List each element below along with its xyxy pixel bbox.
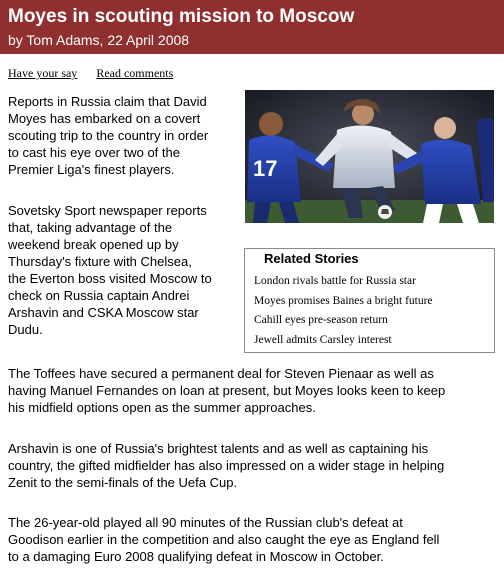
article-paragraph-3	[8, 365, 445, 416]
paragraph-line: to cast his eye over two of the	[8, 145, 180, 160]
paragraph-line: Goodison earlier in the competition and also caught the eye as England fell	[8, 532, 440, 547]
related-story-link[interactable]: Moyes promises Baines a bright future	[254, 294, 433, 307]
paragraph-line: Arshavin is one of Russia's brightest talents and as well as captaining his	[8, 441, 429, 456]
article-paragraph-4	[8, 440, 444, 491]
article-paragraph-5	[8, 514, 439, 565]
paragraph-line: country, the gifted midfielder has also impressed on a wider stage in helping	[8, 458, 445, 473]
paragraph-line: having Manuel Fernandes on loan at present, but Moyes looks keen to keep	[8, 383, 446, 398]
paragraph-line: The 26-year-old played all 90 minutes of the Russian club's defeat at	[8, 515, 403, 530]
paragraph-line: the Everton boss visited Moscow to	[8, 271, 212, 286]
related-stories-box	[244, 248, 495, 353]
paragraph-line: Thursday's fixture with Chelsea,	[8, 254, 192, 269]
article-tools	[8, 66, 189, 81]
paragraph-line: Moyes has embarked on a covert	[8, 111, 201, 126]
paragraph-line: The Toffees have secured a permanent deal for Steven Pienaar as well as	[8, 366, 434, 381]
paragraph-line: Premier Liga's finest players.	[8, 162, 175, 177]
related-story-link[interactable]: Jewell admits Carsley interest	[254, 333, 392, 346]
paragraph-line: scouting trip to the country in order	[8, 128, 209, 143]
paragraph-line: Sovetsky Sport newspaper reports	[8, 203, 207, 218]
paragraph-line: check on Russia captain Andrei	[8, 288, 190, 303]
paragraph-line: Dudu.	[8, 322, 43, 337]
article-header	[0, 0, 504, 54]
related-story-link[interactable]: London rivals battle for Russia star	[254, 275, 416, 287]
paragraph-line: that, taking advantage of the	[8, 220, 173, 235]
photo-player-number: 17	[253, 156, 278, 181]
paragraph-line: Reports in Russia claim that David	[8, 94, 207, 109]
article-paragraph-1	[8, 93, 208, 178]
paragraph-line: Zenit to the semi-finals of the Uefa Cup.	[8, 475, 238, 490]
paragraph-line: his midfield options open as the summer approaches.	[8, 400, 316, 415]
have-your-say-link[interactable]: Have your say	[8, 66, 78, 80]
related-story-link[interactable]: Cahill eyes pre-season return	[254, 314, 388, 326]
article-byline: by Tom Adams, 22 April 2008	[8, 32, 190, 48]
related-stories-list	[254, 272, 433, 350]
article-headline: Moyes in scouting mission to Moscow	[8, 6, 355, 27]
paragraph-line: weekend break opened up by	[8, 237, 179, 252]
read-comments-link[interactable]: Read comments	[96, 66, 174, 80]
paragraph-line: to a damaging Euro 2008 qualifying defeat in Moscow in October.	[8, 549, 384, 564]
article-paragraph-2	[8, 202, 212, 338]
related-stories-title: Related Stories	[264, 251, 359, 266]
article-photo	[245, 90, 494, 223]
paragraph-line: Arshavin and CSKA Moscow star	[8, 305, 199, 320]
football-players-photo	[245, 90, 494, 223]
